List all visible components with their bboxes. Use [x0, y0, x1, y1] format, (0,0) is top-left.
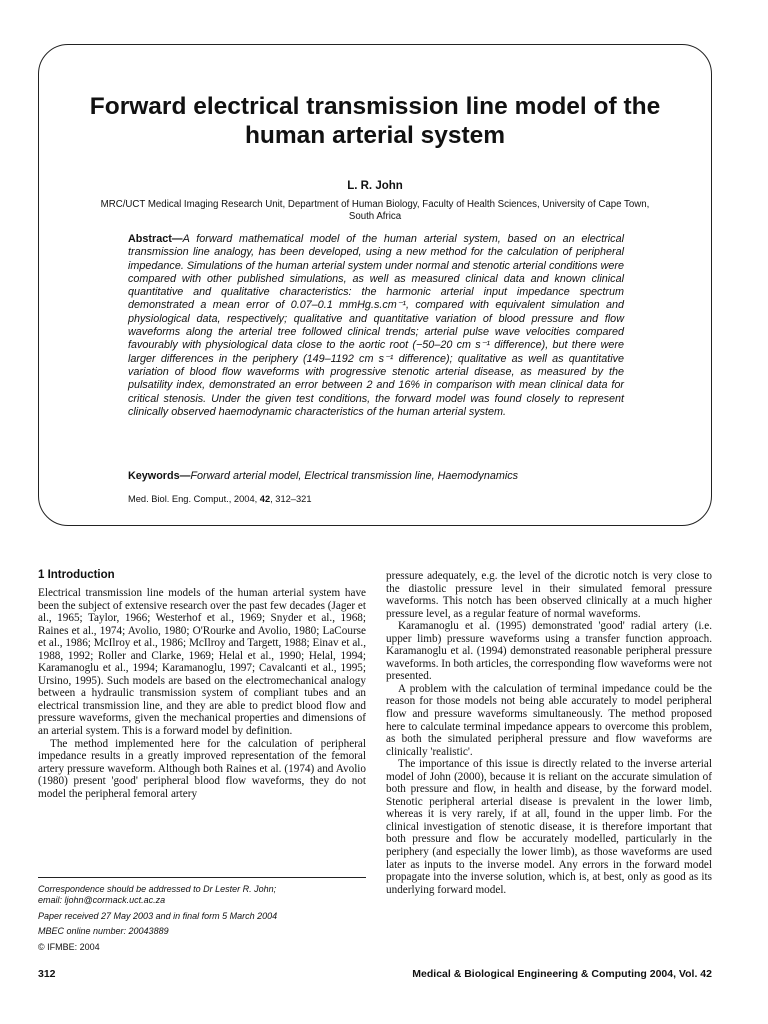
- section-heading-introduction: 1 Introduction: [38, 569, 115, 581]
- left-column: [38, 587, 366, 800]
- footnote-mbec: MBEC online number: 20043889: [38, 926, 169, 937]
- keywords-label: Keywords—: [128, 470, 191, 482]
- footnotes: [38, 884, 366, 953]
- citation-volume: 42: [259, 494, 271, 504]
- keywords-text: Forward arterial model, Electrical transmission line, Haemodynamics: [190, 470, 519, 482]
- citation-prefix: Med. Biol. Eng. Comput., 2004,: [128, 494, 260, 504]
- intro-paragraph-1: Electrical transmission line models of the human arterial system have been the subject of extensive research over the past few decades (Jager et al., 1965; Taylor, 1966; Westerhof et al., 1969; Snyder et al., 1968; Raines et al., 1974; Avolio, 1980; O'Rourke and Avolio, 1980; LaCourse et al., 1986; McIlroy et al., 1986; McIlroy and Targett, 1988; Einav et al., 1988, 1992; Roller and Clarke, 1969; Helal et al., 1990; Helal, 1994; Karamanoglu et al., 1994; Karamanoglu, 1997; Cavalcanti et al., 1995; Ursino, 1995). Such models are based on the electromechanical analogy between a hydraulic transmission system of compliant tubes and an electrical transmission line, and they are able to predict blood flow and pressure waveforms, given the mechanical properties and dimensions of an arterial system. This is a forward model by definition.: [38, 587, 367, 738]
- right-paragraph-2: Karamanoglu et al. (1995) demonstrated 'good' radial artery (i.e. upper limb) pressure waveforms using a transfer function approach. Karamanoglu et al. (1994) demonstrated reasonable peripheral pressure waveforms. In both articles, the corresponding flow waveforms were not presented.: [386, 620, 712, 683]
- footnote-correspondence: Correspondence should be addressed to Dr Lester R. John;: [38, 884, 277, 894]
- page-number: 312: [38, 968, 56, 980]
- article-title: Forward electrical transmission line model of the human arterial system: [89, 93, 661, 149]
- footnote-divider: [38, 877, 366, 878]
- citation-pages: , 312–321: [270, 494, 312, 504]
- keywords: [128, 470, 624, 482]
- intro-paragraph-2: The method implemented here for the calculation of peripheral impedance results in a greatly improved representation of the femoral artery pressure waveform. Although both Raines et al. (1974) and Avolio (1980) present 'good' peripheral blood flow waveforms, they do not model the peripheral femoral artery: [38, 737, 366, 800]
- journal-footer: Medical & Biological Engineering & Computing 2004, Vol. 42: [412, 968, 712, 980]
- author-name: L. R. John: [347, 180, 403, 192]
- abstract-text: A forward mathematical model of the human arterial system, based on an electrical transmission line analogy, has been developed, using a new method for the calculation of peripheral impedance. Simulations of the human arterial system under normal and stenotic arterial conditions were compared with other published simulations, as well as measured clinical data and known clinical quantitative and qualitative characteristics: the harmonic arterial input impedance spectrum demonstrated a mean error of 0.07–0.1 mmHg.s.cm⁻¹, compared with equivalent simulation and physiological data, respectively; qualitative and quantitative variation of blood pressure and flow waveforms along the arterial tree followed clinical trends; arterial pulse wave velocities compared favourably with physiological data close to the aortic root (−50–20 cm s⁻¹ difference), but there were larger differences in the periphery (149–1192 cm s⁻¹ difference); qualitative as well as quantitative variation of blood flow waveforms with progressive stenotic arterial disease, as measured by the pulsatility index, demonstrated an error between 2 and 16% in comparison with mean clinical data for critical stenosis. Under the given test conditions, the forward model was found closely to represent clinically observed haemodynamic characteristics of the human arterial system.: [128, 233, 624, 418]
- right-paragraph-3: A problem with the calculation of terminal impedance could be the reason for those models not being able accurately to model peripheral flow and pressure waveforms simultaneously. The method proposed here to calculate terminal impedance appears to overcome this problem, as both the simulated peripheral pressure and flow waveforms are clinically 'realistic'.: [386, 682, 712, 758]
- abstract-label: Abstract—: [128, 233, 183, 245]
- right-column: [386, 570, 712, 896]
- footnote-copyright: © IFMBE: 2004: [38, 941, 100, 952]
- footnote-email: email: ljohn@cormack.uct.ac.za: [38, 895, 166, 906]
- citation: [128, 494, 624, 504]
- author-affiliation: MRC/UCT Medical Imaging Research Unit, Department of Human Biology, Faculty of Health Sciences, University of Cape Town, South Africa: [100, 199, 650, 222]
- right-paragraph-1: pressure adequately, e.g. the level of the dicrotic notch is very close to the diastolic pressure level in their simulated femoral pressure waveforms. This notch has been observed clinically at a much higher pressure level, as a regular feature of normal waveforms.: [386, 570, 712, 620]
- footnote-received: Paper received 27 May 2003 and in final form 5 March 2004: [38, 910, 278, 921]
- right-paragraph-4: The importance of this issue is directly related to the inverse arterial model of John (2000), because it is reliant on the accurate simulation of both pressure and flow, in health and disease, by the forward model. Stenotic peripheral arterial disease is prevalent in the lower limb, whereas it is very rarely, if at all, found in the upper limb. For the clinical investigation of stenotic disease, it is therefore important that both pressure and flow be accurately modelled, particularly in the periphery (and especially the lower limb), as those waveforms are used later as inputs to the inverse model. Any errors in the forward model propagate into the inverse solution, which is, at best, only as good as its underlying forward model.: [386, 758, 712, 896]
- abstract: [128, 233, 624, 419]
